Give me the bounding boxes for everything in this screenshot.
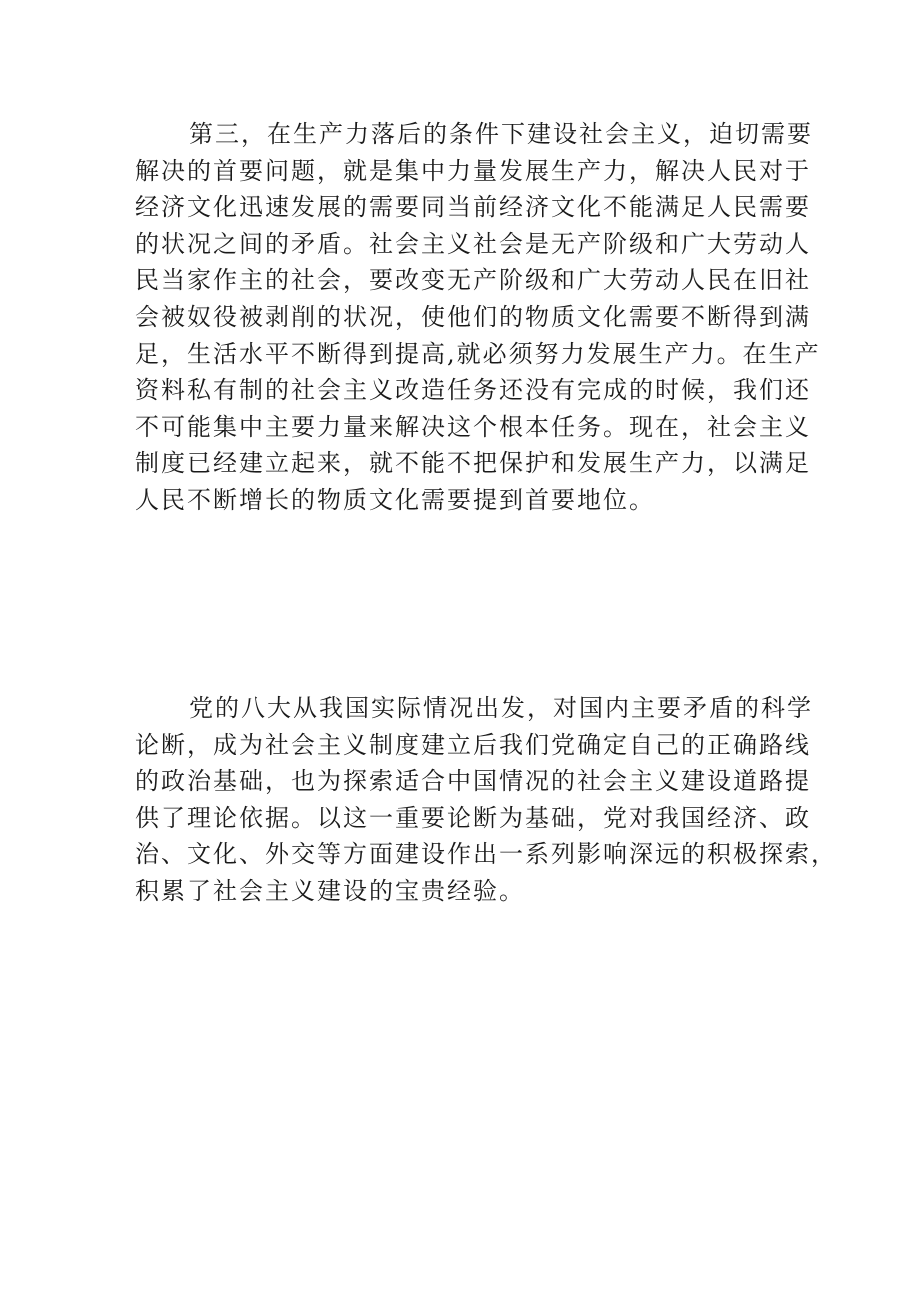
text-line: 解决的首要问题，就是集中力量发展生产力，解决人民对于 <box>135 156 811 185</box>
text-line: 积累了社会主义建设的宝贵经验。 <box>135 876 525 905</box>
text-line: 会被奴役被剥削的状况，使他们的物质文化需要不断得到满 <box>135 302 811 331</box>
paragraph-productivity <box>135 116 821 519</box>
text-line: 第三，在生产力落后的条件下建设社会主义，迫切需要 <box>189 120 813 148</box>
text-line: 制度已经建立起来，就不能不把保护和发展生产力，以满足 <box>135 449 811 478</box>
text-line: 党的八大从我国实际情况出发，对国内主要矛盾的科学 <box>189 694 813 722</box>
text-line: 经济文化迅速发展的需要同当前经济文化不能满足人民需要 <box>135 193 811 222</box>
text-line: 治、文化、外交等方面建设作出一系列影响深远的积极探索， <box>135 840 837 869</box>
text-line: 人民不断增长的物质文化需要提到首要地位。 <box>135 485 655 514</box>
text-line: 资料私有制的社会主义改造任务还没有完成的时候，我们还 <box>135 376 811 405</box>
text-line: 的政治基础，也为探索适合中国情况的社会主义建设道路提 <box>135 767 811 796</box>
text-line: 民当家作主的社会，要改变无产阶级和广大劳动人民在旧社 <box>135 266 811 295</box>
text-line: 不可能集中主要力量来解决这个根本任务。现在，社会主义 <box>135 412 811 441</box>
text-line: 供了理论依据。以这一重要论断为基础，党对我国经济、政 <box>135 803 811 832</box>
text-line: 的状况之间的矛盾。社会主义社会是无产阶级和广大劳动人 <box>135 229 811 258</box>
paragraph-eighth-congress <box>135 690 837 910</box>
text-line: 论断，成为社会主义制度建立后我们党确定自己的正确路线 <box>135 730 811 759</box>
text-line: 足，生活水平不断得到提高,就必须努力发展生产力。在生产 <box>135 339 821 368</box>
